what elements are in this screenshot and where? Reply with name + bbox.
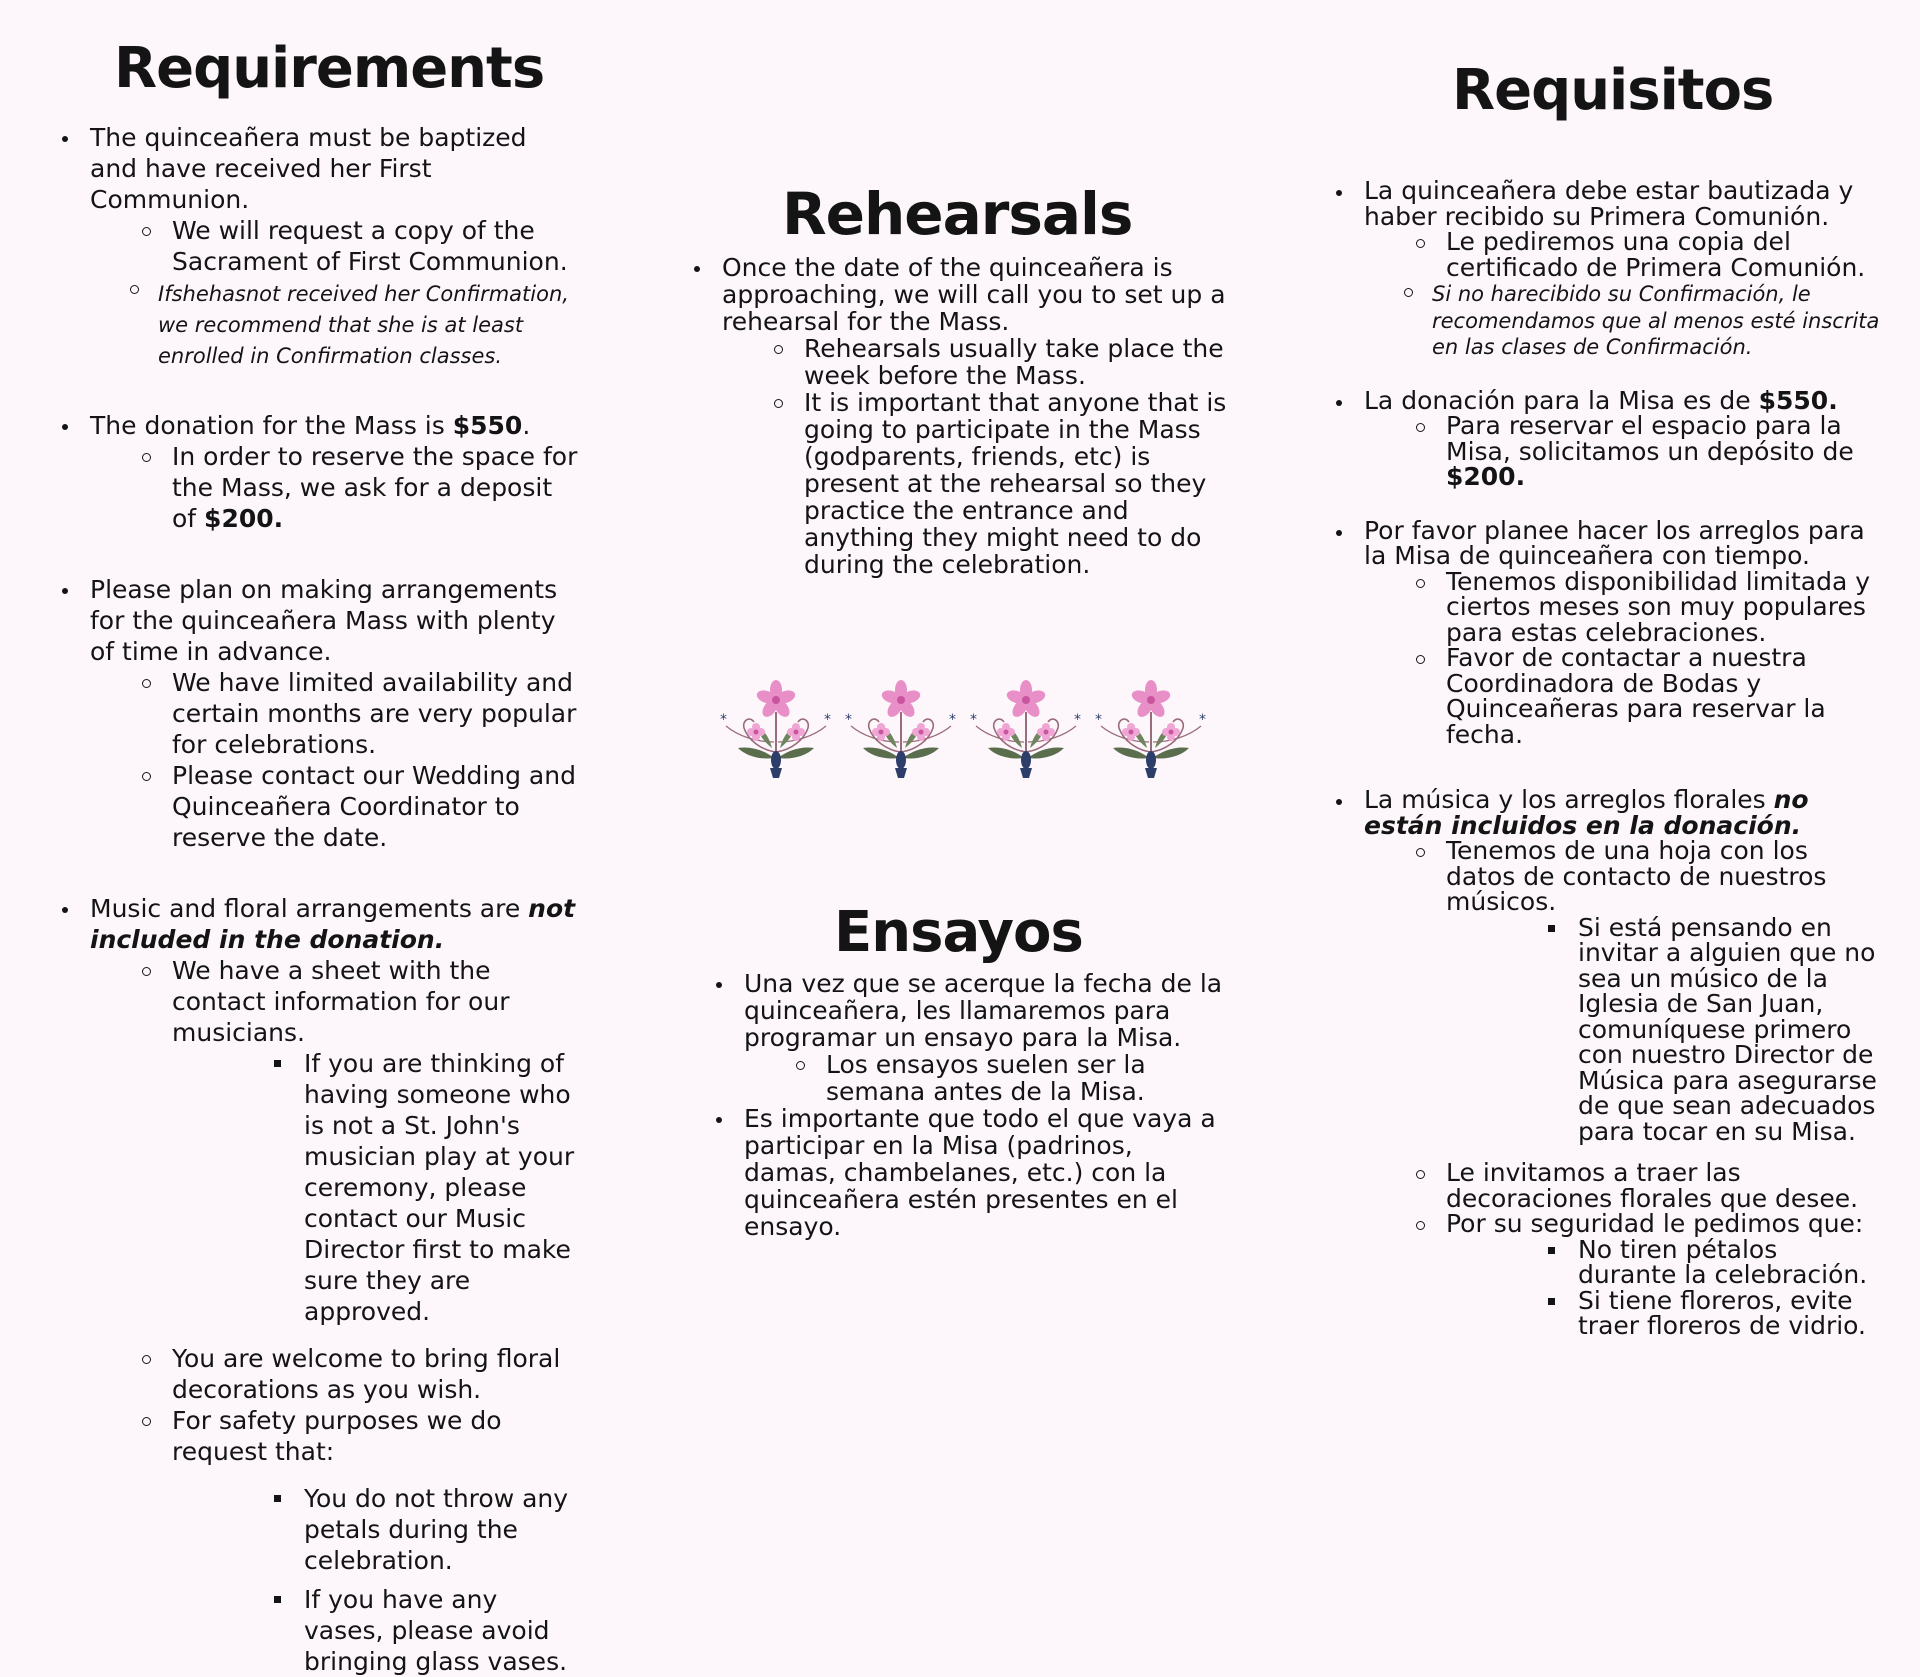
sub-list-item — [744, 1051, 1232, 1105]
list-item — [690, 254, 1230, 578]
list-item — [712, 1105, 1232, 1240]
rehearsals-content — [690, 254, 1230, 578]
sub-list-item — [90, 215, 578, 277]
list-item — [1332, 385, 1882, 491]
sub-list — [140, 667, 578, 853]
sub-list-item-text: You are welcome to bring floral decorations as you wish. — [172, 1344, 561, 1404]
sub-list-item — [1364, 645, 1882, 747]
sub-sub-list-item-text: No tiren pétalos durante la celebración. — [1578, 1234, 1868, 1289]
sub-list-item — [90, 1343, 578, 1405]
sub-list-item-text: Tenemos de una hoja con los datos de contacto de nuestros músicos. — [1446, 836, 1827, 916]
sub-list — [772, 335, 1230, 578]
not-included-emphasis: not included in the donation. — [90, 894, 576, 954]
list-item-text: La quinceañera debe estar bautizada y haber recibido su Primera Comunión. — [1364, 176, 1854, 231]
sub-list-item-text: Le pediremos una copia del certificado de Primera Comunión. — [1446, 227, 1866, 282]
list-item-text: Una vez que se acerque la fecha de la quinceañera, les llamaremos para programar un ensayo para la Misa. — [744, 969, 1223, 1052]
sub-list-item — [722, 389, 1230, 578]
list-item-text: La música y los arreglos florales — [1364, 785, 1774, 814]
sub-list — [1414, 838, 1882, 1339]
sub-list-item — [1364, 229, 1882, 280]
sub-list — [140, 215, 578, 277]
sub-sub-list-item-text: If you have any vases, please avoid bringing glass vases. — [304, 1585, 568, 1676]
sub-sub-list-item — [172, 1483, 578, 1576]
requirements-content — [58, 122, 578, 1677]
list-item — [1332, 178, 1882, 360]
sub-sub-list-item — [172, 1048, 578, 1327]
sub-sub-list-item-text: Si está pensando en invitar a alguien que no sea un músico de la Iglesia de San Juan, comuníquese primero con nuestro Director de Música para asegurarse de que sean adecuados para tocar en su Misa. — [1578, 912, 1877, 1146]
sub-list-item-text: Le invitamos a traer las decoraciones florales que desee. — [1446, 1158, 1859, 1213]
sub-list — [794, 1051, 1232, 1105]
sub-list — [1414, 229, 1882, 280]
flower-icon — [720, 680, 831, 778]
sub-list-item — [1364, 1160, 1882, 1211]
list-item — [58, 574, 578, 853]
sub-list-item — [1364, 413, 1882, 490]
list-item-text: Once the date of the quinceañera is approaching, we will call you to set up a rehearsal for the Mass. — [722, 253, 1226, 336]
sub-list-item-text: Los ensayos suelen ser la semana antes de la Misa. — [826, 1050, 1146, 1106]
sub-list-item — [1364, 838, 1882, 1144]
donation-amount: $550. — [1758, 385, 1838, 415]
sub-list-item — [1364, 566, 1882, 647]
requisitos-list — [1332, 178, 1882, 1339]
sub-list-item-text: Por su seguridad le pedimos que: — [1446, 1209, 1864, 1238]
sub-list-item-text: We will request a copy of the Sacrament of First Communion. — [172, 216, 568, 276]
sub-list-item — [90, 277, 578, 370]
sub-list-item-text: Para reservar el espacio para la Misa, solicitamos un depósito de — [1446, 411, 1854, 466]
flower-icon — [1095, 680, 1206, 778]
list-item — [1332, 515, 1882, 749]
sub-list — [1414, 280, 1882, 360]
requisitos-title: Requisitos — [1452, 58, 1774, 123]
sub-list-item-text: It is important that anyone that is going to participate in the Mass (godparents, friends, etc) is present at the rehearsal so they practice the entrance and anything they might need to do during the celebration. — [804, 388, 1227, 579]
requirements-list — [58, 122, 578, 1677]
sub-sub-list-item — [1446, 912, 1882, 1146]
sub-list-item-text: For safety purposes we do request that: — [172, 1406, 502, 1466]
floral-ornament — [716, 672, 1216, 782]
not-included-emphasis: no están incluidos en la donación. — [1364, 785, 1809, 840]
sub-list-item-text: We have limited availability and certain months are very popular for celebrations. — [172, 668, 577, 759]
list-item — [58, 122, 578, 370]
sub-list-item — [90, 760, 578, 853]
donation-amount: $550 — [452, 411, 523, 440]
rehearsals-title: Rehearsals — [782, 180, 1133, 248]
sub-list-item-text: We have a sheet with the contact information for our musicians. — [172, 956, 510, 1047]
deposit-amount: $200. — [1446, 462, 1526, 491]
list-item-text: Music and floral arrangements are — [90, 894, 529, 923]
sub-sub-list — [1546, 912, 1882, 1146]
sub-list-item — [90, 1405, 578, 1677]
list-item-text: . — [522, 411, 531, 440]
sub-list-item — [722, 335, 1230, 389]
sub-list — [140, 277, 578, 370]
sub-list-item — [1364, 280, 1882, 360]
list-item — [1332, 787, 1882, 1339]
ensayos-list — [712, 970, 1232, 1240]
sub-list-item — [1364, 1211, 1882, 1339]
sub-list-item — [90, 441, 578, 534]
ensayos-content — [712, 970, 1232, 1240]
confirmation-note: Si no harecibido su Confirmación, le recomendamos que al menos esté inscrita en las clases de Confirmación. — [1432, 282, 1880, 359]
sub-list — [1414, 413, 1882, 490]
rehearsals-list — [690, 254, 1230, 578]
sub-list — [1414, 566, 1882, 749]
sub-list — [140, 955, 578, 1677]
list-item-text: La donación para la Misa es de — [1364, 385, 1759, 415]
sub-sub-list — [1546, 1234, 1882, 1340]
confirmation-note: Ifshehasnot received her Confirmation, we recommend that she is at least enrolled in Confirmation classes. — [158, 282, 569, 368]
sub-list-item — [90, 667, 578, 760]
list-item-text: Por favor planee hacer los arreglos para la Misa de quinceañera con tiempo. — [1364, 515, 1865, 570]
sub-sub-list — [272, 1483, 578, 1677]
sub-list-item — [90, 955, 578, 1327]
list-item-text: The donation for the Mass is — [90, 411, 453, 440]
sub-list-item-text: Tenemos disponibilidad limitada y ciertos meses son muy populares para estas celebraciones. — [1446, 566, 1870, 647]
list-item — [58, 410, 578, 534]
list-item — [58, 893, 578, 1677]
deposit-amount: $200. — [204, 504, 284, 533]
list-item-text: The quinceañera must be baptized and have received her First Communion. — [90, 123, 527, 214]
ensayos-title: Ensayos — [834, 900, 1083, 965]
sub-sub-list-item — [1446, 1234, 1882, 1289]
sub-list-item-text: In order to reserve the space for the Mass, we ask for a deposit of — [172, 442, 578, 533]
sub-sub-list-item-text: If you are thinking of having someone who is not a St. John's musician play at your ceremony, please contact our Music Director first to make sure they are approved. — [304, 1049, 575, 1326]
sub-sub-list-item-text: Si tiene floreros, evite traer floreros de vidrio. — [1578, 1285, 1866, 1340]
sub-sub-list-item — [1446, 1285, 1882, 1340]
list-item — [712, 970, 1232, 1105]
list-item-text: Please plan on making arrangements for the quinceañera Mass with plenty of time in advance. — [90, 575, 558, 666]
flower-icon — [845, 680, 956, 778]
requisitos-content — [1332, 178, 1882, 1339]
sub-sub-list-item — [172, 1584, 578, 1677]
list-item-text: Es importante que todo el que vaya a participar en la Misa (padrinos, damas, chambelanes, etc.) con la quinceañera estén presentes en el ensayo. — [744, 1104, 1216, 1241]
flower-icon — [970, 680, 1081, 778]
sub-list — [140, 441, 578, 534]
requirements-title: Requirements — [114, 36, 545, 101]
sub-list-item-text: Rehearsals usually take place the week before the Mass. — [804, 334, 1224, 390]
sub-sub-list — [272, 1048, 578, 1327]
sub-sub-list-item-text: You do not throw any petals during the celebration. — [304, 1484, 569, 1575]
sub-list-item-text: Favor de contactar a nuestra Coordinadora de Bodas y Quinceañeras para reservar la fecha. — [1446, 643, 1826, 749]
sub-list-item-text: Please contact our Wedding and Quinceañera Coordinator to reserve the date. — [172, 761, 576, 852]
